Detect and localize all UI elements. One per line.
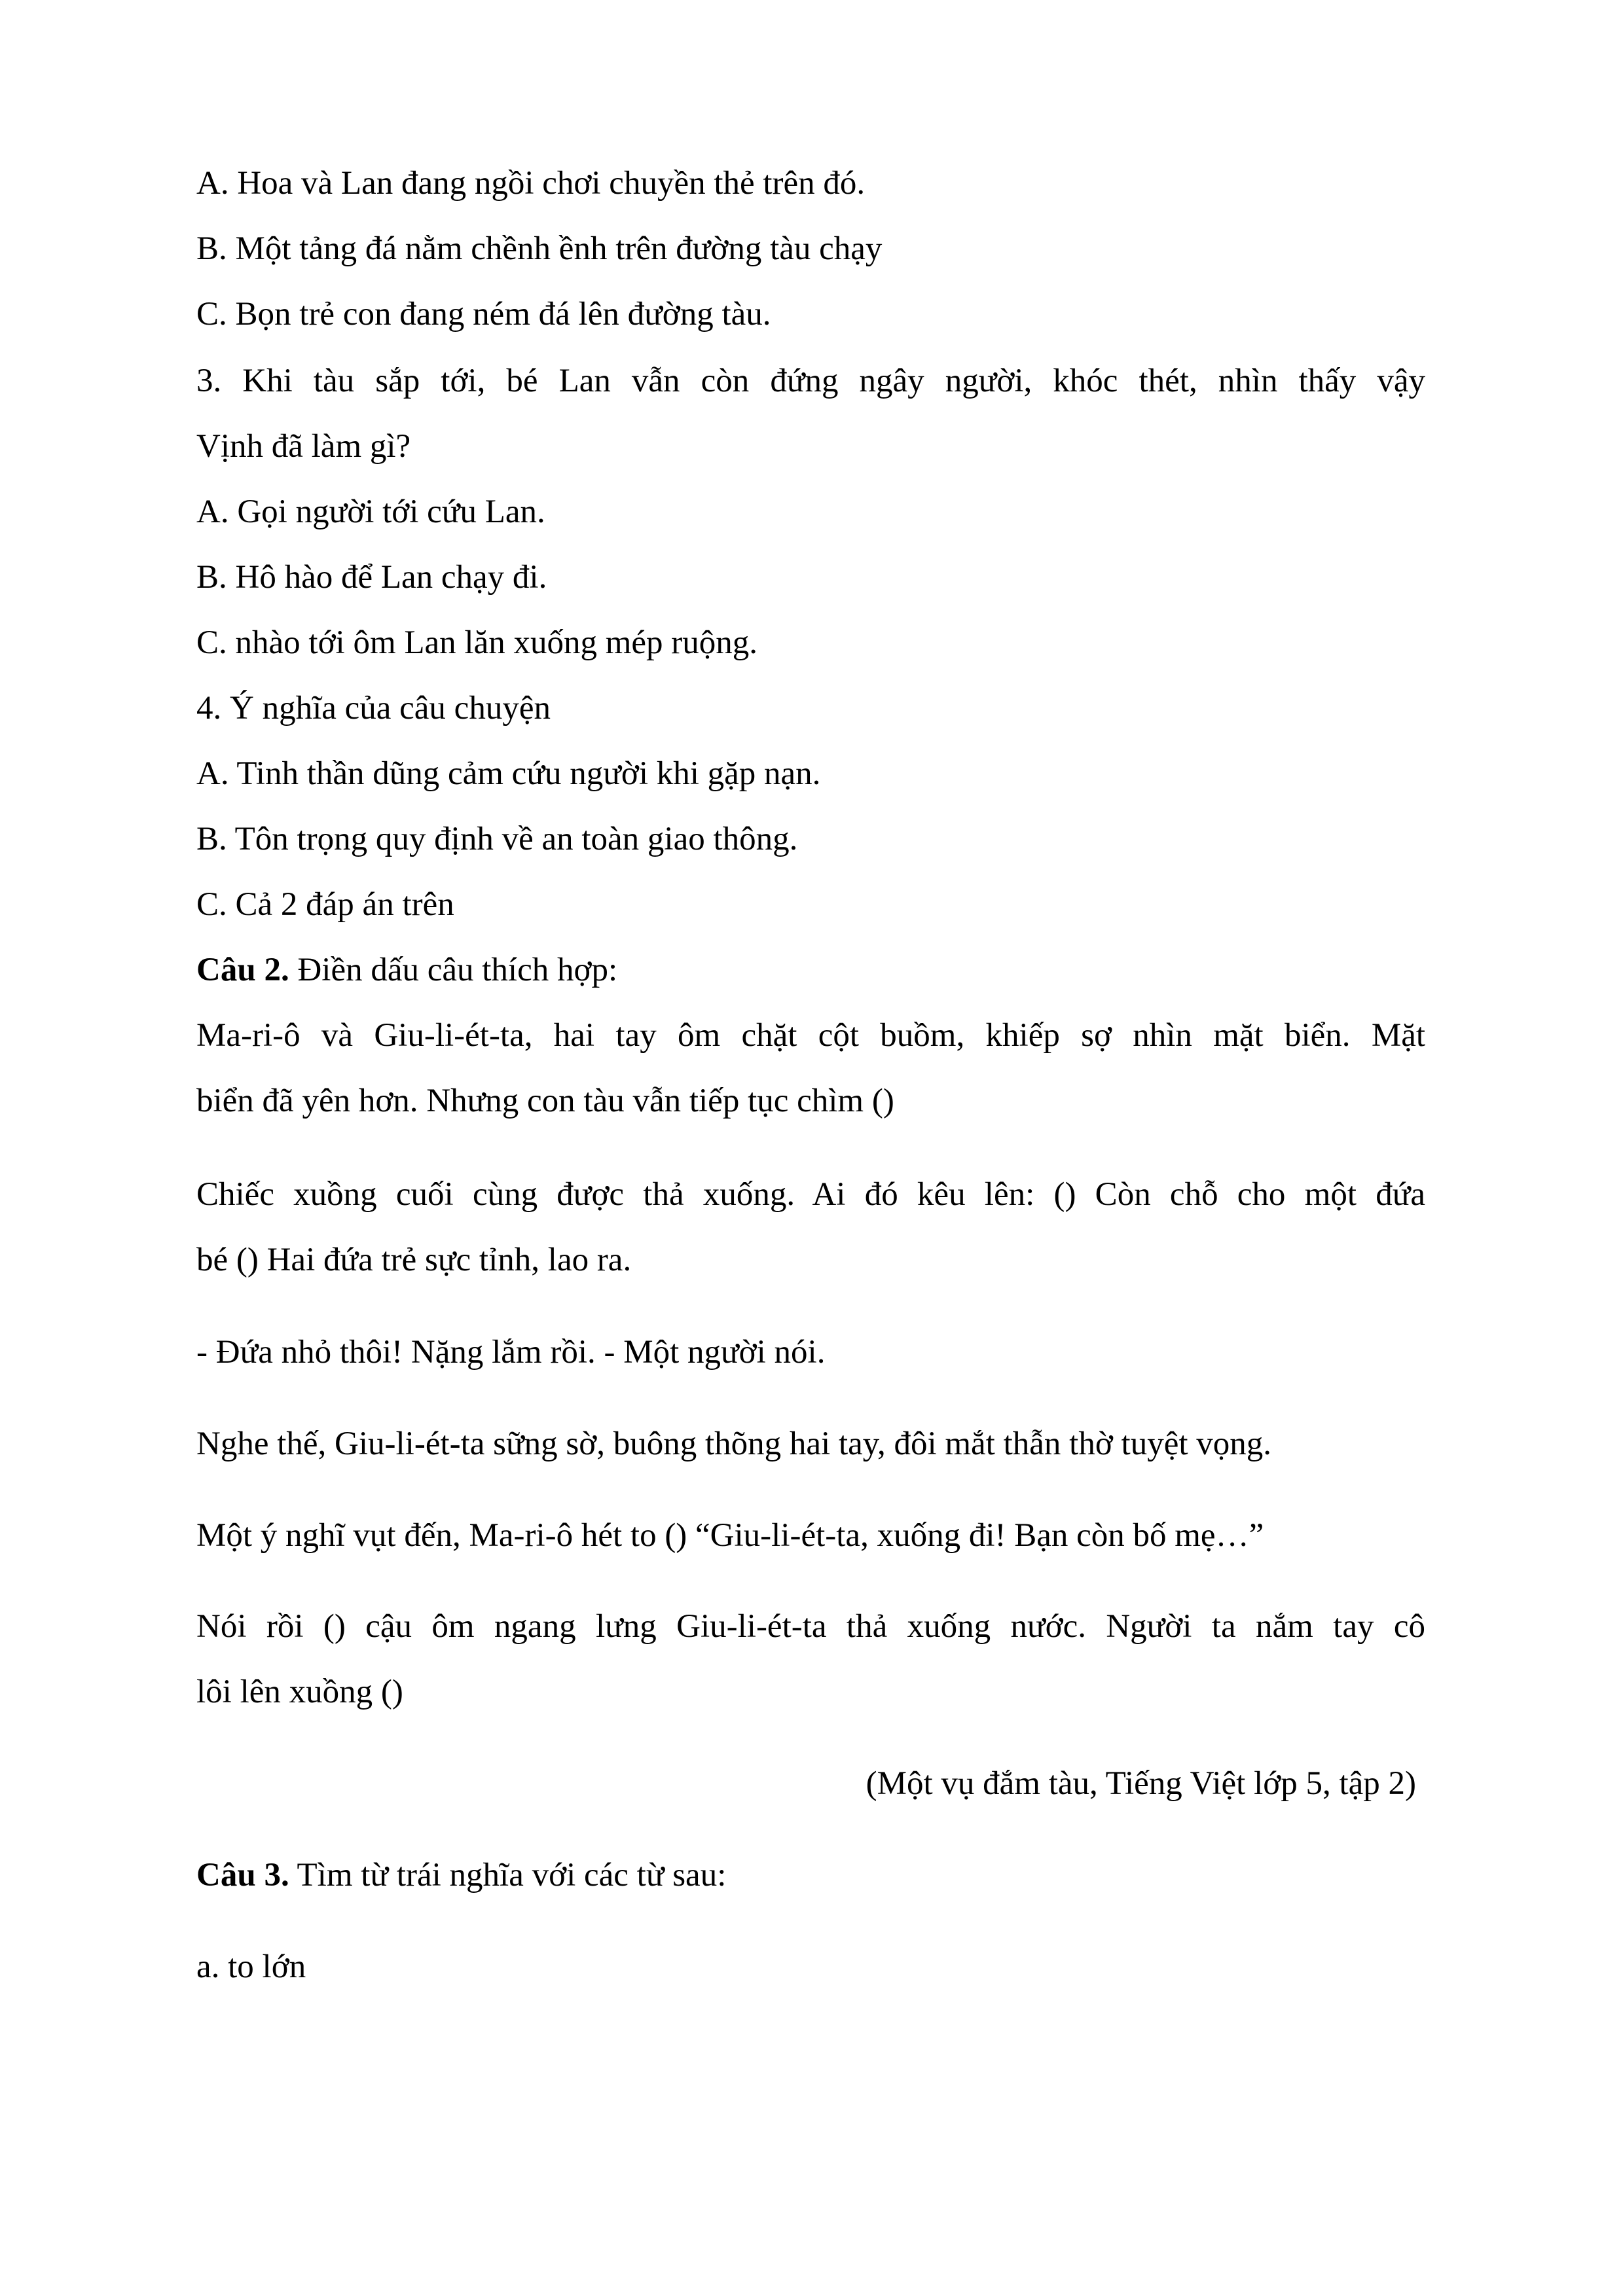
cau2-heading [196,950,617,990]
cau3-prompt: Tìm từ trái nghĩa với các từ sau: [289,1857,727,1893]
cau2-p2-line1: Chiếc xuồng cuối cùng được thả xuống. Ai đó kêu lên: () Còn chỗ cho một đứa [196,1176,1425,1213]
cau2-p1-line1: Ma-ri-ô và Giu-li-ét-ta, hai tay ôm chặt cột buồm, khiếp sợ nhìn mặt biển. Mặt [196,1017,1425,1054]
q1-4-question: 4. Ý nghĩa của câu chuyện [196,690,551,726]
cau2-p4: Nghe thế, Giu-li-ét-ta sững sờ, buông thõng hai tay, đôi mắt thẫn thờ tuyệt vọng. [196,1426,1272,1462]
q1-4-option-b: B. Tôn trọng quy định về an toàn giao thông. [196,821,798,857]
cau2-p6-line2: lôi lên xuồng () [196,1674,403,1710]
q1-2-option-a: A. Hoa và Lan đang ngồi chơi chuyền thẻ trên đó. [196,165,866,202]
q1-3-question-line2: Vịnh đã làm gì? [196,428,411,465]
q1-4-option-a: A. Tinh thần dũng cảm cứu người khi gặp nạn. [196,755,821,792]
q1-2-option-b: B. Một tảng đá nằm chềnh ềnh trên đường tàu chạy [196,230,883,267]
q1-4-option-c: C. Cả 2 đáp án trên [196,886,454,923]
cau2-p3: - Đứa nhỏ thôi! Nặng lắm rồi. - Một người nói. [196,1334,826,1371]
cau2-source: (Một vụ đắm tàu, Tiếng Việt lớp 5, tập 2) [866,1765,1416,1802]
cau3-item-a: a. to lớn [196,1948,306,1985]
cau2-p6-line1: Nói rồi () cậu ôm ngang lưng Giu-li-ét-ta thả xuống nước. Người ta nắm tay cô [196,1608,1425,1645]
q1-2-option-c: C. Bọn trẻ con đang ném đá lên đường tàu. [196,296,771,332]
q1-3-option-c: C. nhào tới ôm Lan lăn xuống mép ruộng. [196,624,758,661]
cau3-label: Câu 3. [196,1857,289,1893]
cau2-p1-line2: biển đã yên hơn. Nhưng con tàu vẫn tiếp tục chìm () [196,1083,894,1119]
cau2-label: Câu 2. [196,952,289,988]
q1-3-option-b: B. Hô hào để Lan chạy đi. [196,559,547,596]
cau2-prompt: Điền dấu câu thích hợp: [289,952,618,988]
q1-3-option-a: A. Gọi người tới cứu Lan. [196,493,545,530]
cau2-p5: Một ý nghĩ vụt đến, Ma-ri-ô hét to () “Giu-li-ét-ta, xuống đi! Bạn còn bố mẹ…” [196,1517,1264,1554]
cau3-heading [196,1856,726,1895]
cau2-p2-line2: bé () Hai đứa trẻ sực tỉnh, lao ra. [196,1242,632,1278]
q1-3-question-line1: 3. Khi tàu sắp tới, bé Lan vẫn còn đứng ngây người, khóc thét, nhìn thấy vậy [196,363,1425,399]
